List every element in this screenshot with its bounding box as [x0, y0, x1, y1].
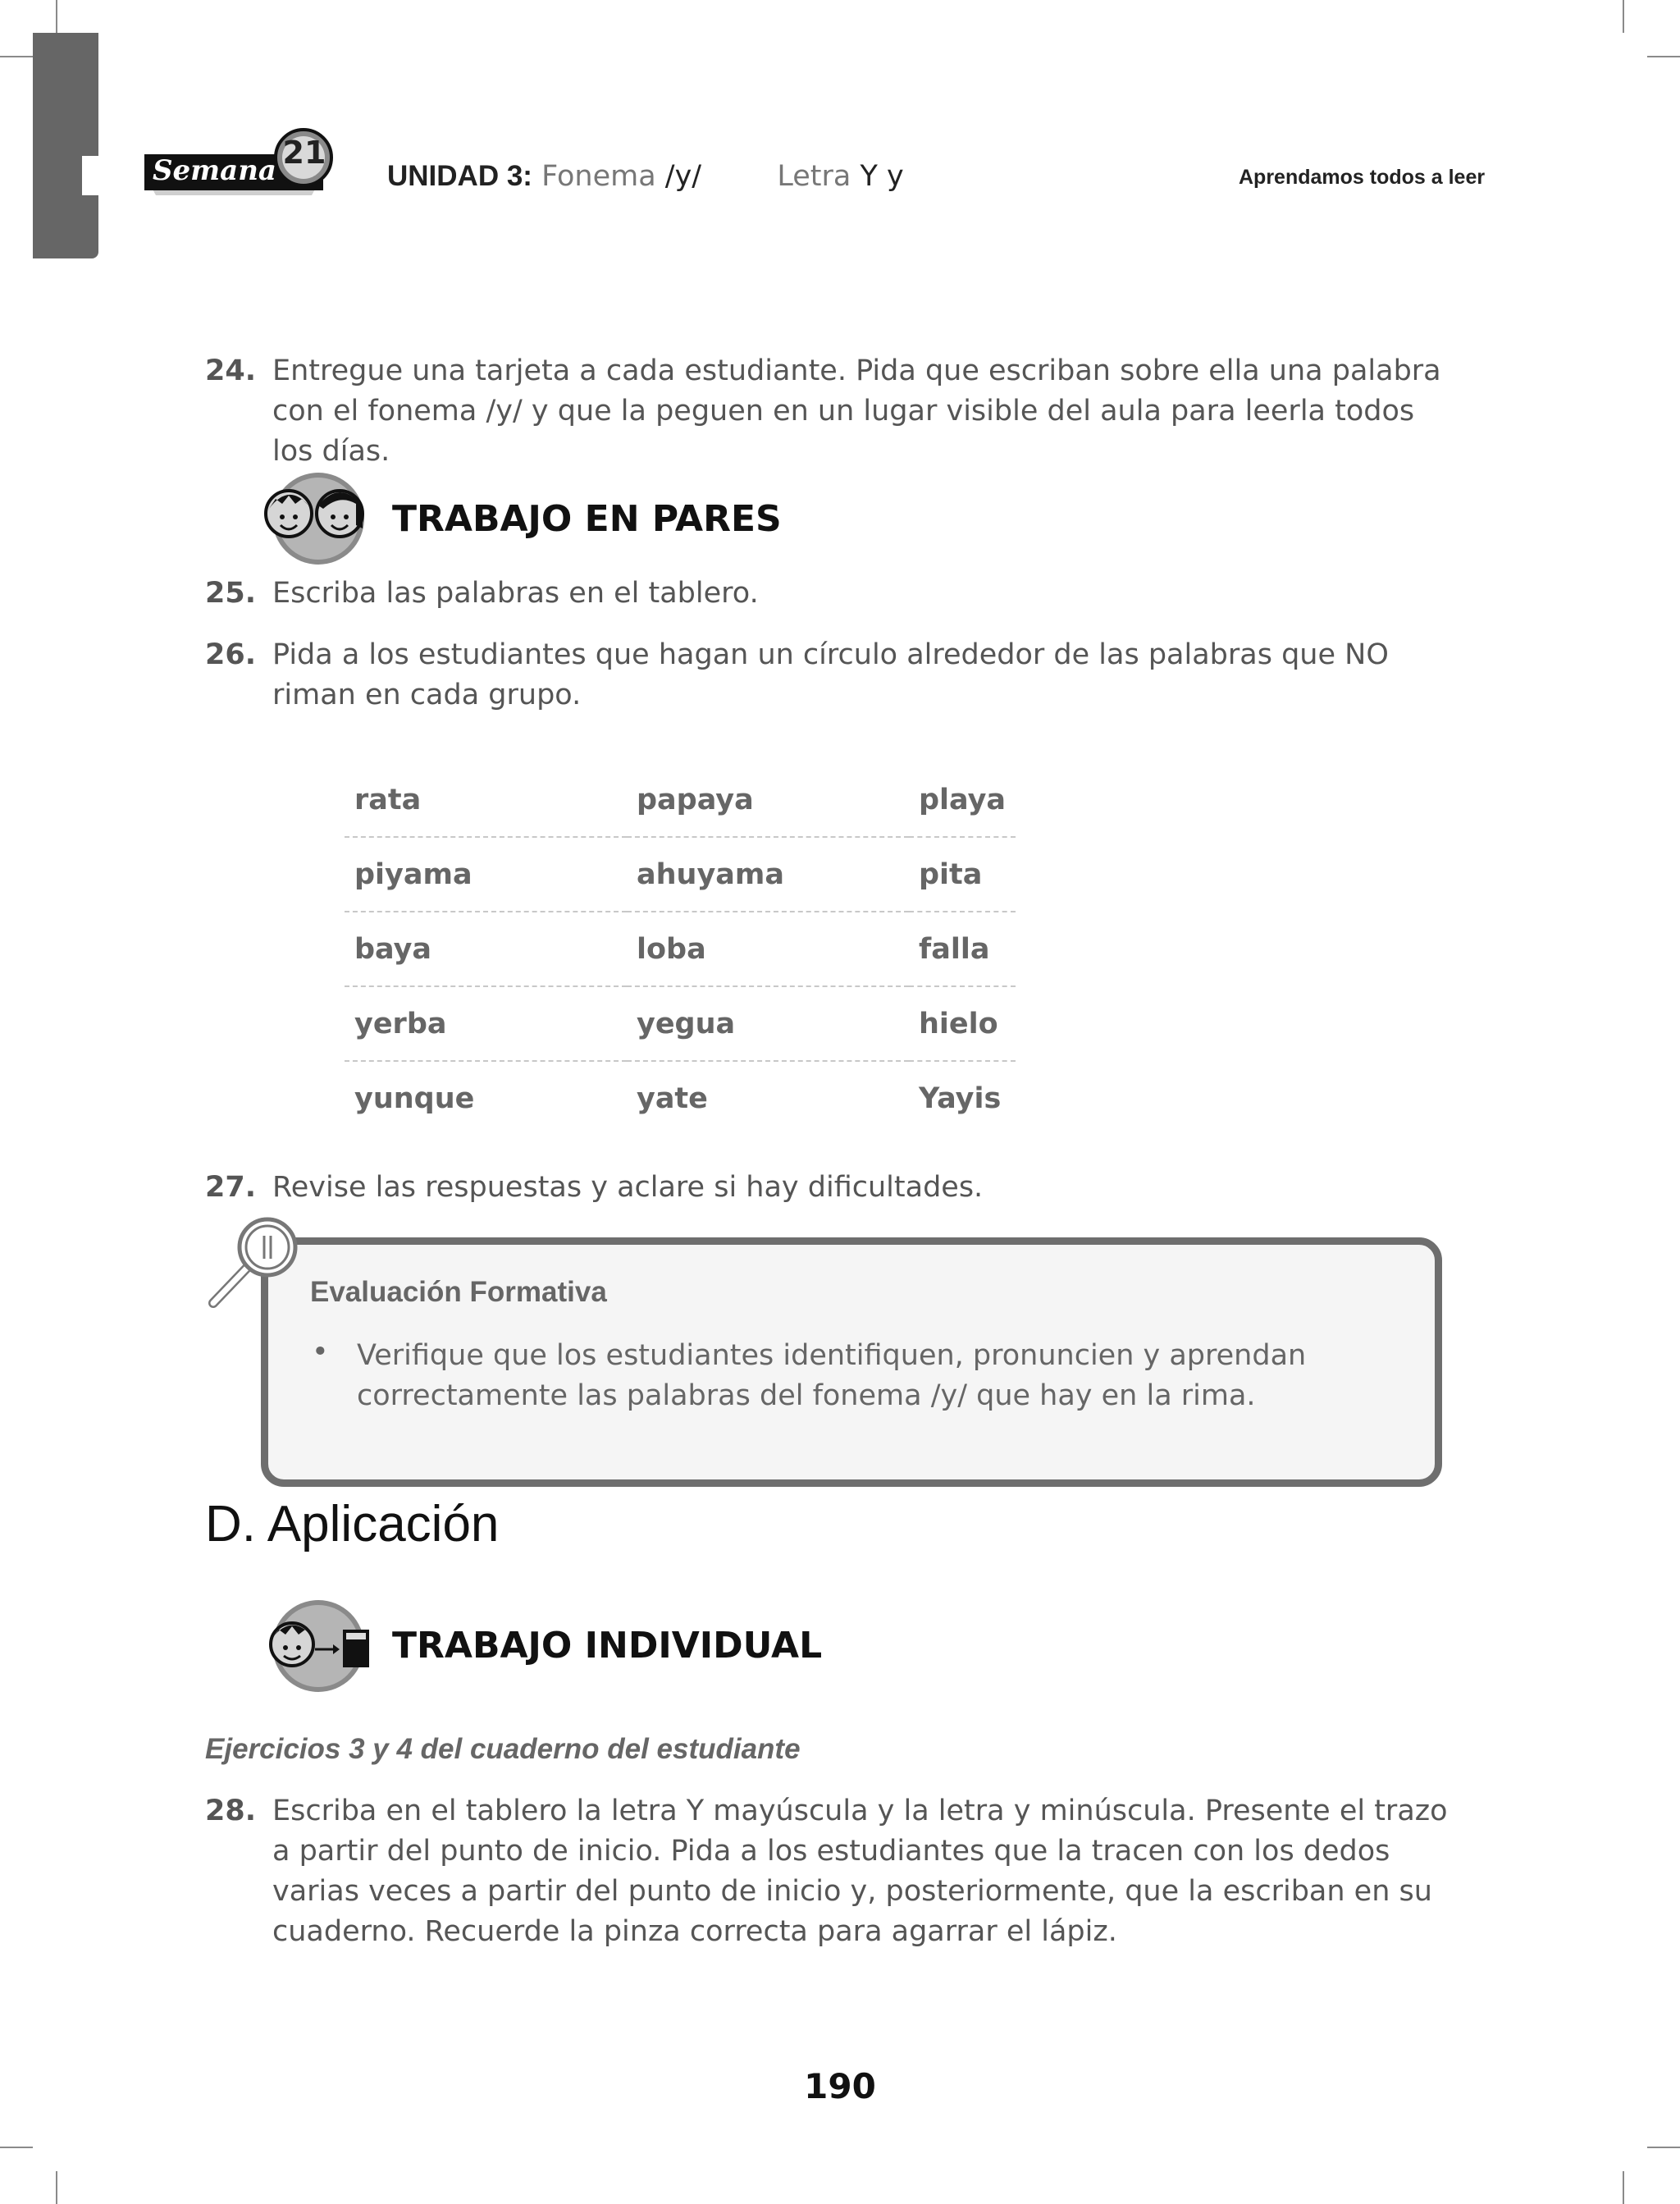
two-children-faces-icon — [264, 471, 379, 569]
item-number: 25. — [205, 577, 257, 610]
instruction-item-27 — [205, 1168, 1452, 1208]
table-cell: rata — [345, 763, 627, 837]
semana-number: 21 — [282, 135, 326, 171]
letra-value: Y y — [860, 160, 904, 193]
table-row — [345, 763, 1016, 837]
table-cell: papaya — [627, 763, 909, 837]
exercises-note: Ejercicios 3 y 4 del cuaderno del estudiante — [205, 1733, 801, 1765]
section-title: D. Aplicación — [205, 1496, 500, 1552]
evaluation-text: Verifique que los estudiantes identifiquen, pronuncien y aprendan correctamente las palabras del fonema /y/ que hay en la rima. — [357, 1339, 1307, 1412]
magnifying-glass-icon — [202, 1214, 308, 1316]
crop-mark — [1623, 0, 1624, 33]
item-number: 27. — [205, 1171, 257, 1204]
unit-header — [387, 160, 904, 193]
table-cell: falla — [909, 912, 1016, 986]
crop-mark — [56, 2171, 57, 2204]
book-title: Aprendamos todos a leer — [1239, 166, 1486, 189]
page-number: 190 — [804, 2066, 876, 2106]
item-text: Escriba las palabras en el tablero. — [272, 577, 759, 610]
chapter-tab — [33, 33, 98, 258]
table-cell: playa — [909, 763, 1016, 837]
crop-mark — [0, 56, 33, 57]
rhyme-word-table — [345, 763, 1016, 1135]
evaluation-title: Evaluación Formativa — [310, 1276, 607, 1308]
table-row — [345, 912, 1016, 986]
chapter-tab-notch — [82, 156, 98, 195]
crop-mark — [56, 0, 57, 33]
fonema-value: /y/ — [664, 160, 702, 193]
table-cell: yerba — [345, 986, 627, 1061]
fonema-label: Fonema — [541, 160, 656, 193]
table-cell: pita — [909, 837, 1016, 912]
table-row — [345, 986, 1016, 1061]
item-number: 24. — [205, 354, 257, 387]
item-text: Escriba en el tablero la letra Y mayúscula y la letra y minúscula. Presente el trazo a partir del punto de inicio. Pida a los estudiantes que la tracen con los dedos varias veces a partir del punto de inicio y, posteriormente, que la escriban en su cuaderno. Recuerde la pinza correcta para agarrar el lápiz. — [272, 1795, 1448, 1948]
crop-mark — [1647, 2147, 1680, 2148]
table-cell: yate — [637, 1081, 708, 1115]
table-cell: yunque — [354, 1081, 475, 1115]
item-text: Entregue una tarjeta a cada estudiante. Pida que escriban sobre ella una palabra con el fonema /y/ y que la peguen en un lugar visible del aula para leerla todos los días. — [272, 354, 1441, 468]
instruction-item-24 — [205, 351, 1452, 472]
table-cell: hielo — [909, 986, 1016, 1061]
table-cell: yegua — [627, 986, 909, 1061]
table-row — [345, 837, 1016, 912]
instruction-item-28 — [205, 1791, 1452, 1952]
item-text: Revise las respuestas y aclare si hay dificultades. — [272, 1171, 984, 1204]
child-to-notebook-icon — [264, 1598, 379, 1697]
table-cell: Yayis — [919, 1081, 1002, 1115]
crop-mark — [1647, 56, 1680, 57]
table-cell: baya — [345, 912, 627, 986]
item-number: 26. — [205, 638, 257, 671]
crop-mark — [1623, 2171, 1624, 2204]
pairs-heading: TRABAJO EN PARES — [392, 498, 782, 540]
table-cell: piyama — [345, 837, 627, 912]
item-text: Pida a los estudiantes que hagan un círculo alrededor de las palabras que NO riman en cada grupo. — [272, 638, 1389, 711]
bullet-point: • — [312, 1336, 329, 1369]
crop-mark — [0, 2147, 33, 2148]
semana-label: Semana — [153, 154, 276, 187]
unit-label: UNIDAD 3: — [387, 160, 532, 192]
instruction-item-26 — [205, 635, 1452, 716]
item-number: 28. — [205, 1795, 257, 1827]
table-cell: ahuyama — [627, 837, 909, 912]
table-row — [345, 1061, 1016, 1135]
instruction-item-25 — [205, 574, 1452, 614]
individual-heading: TRABAJO INDIVIDUAL — [392, 1625, 823, 1667]
semana-badge — [141, 117, 338, 207]
table-cell: loba — [627, 912, 909, 986]
letra-label: Letra — [777, 160, 851, 193]
